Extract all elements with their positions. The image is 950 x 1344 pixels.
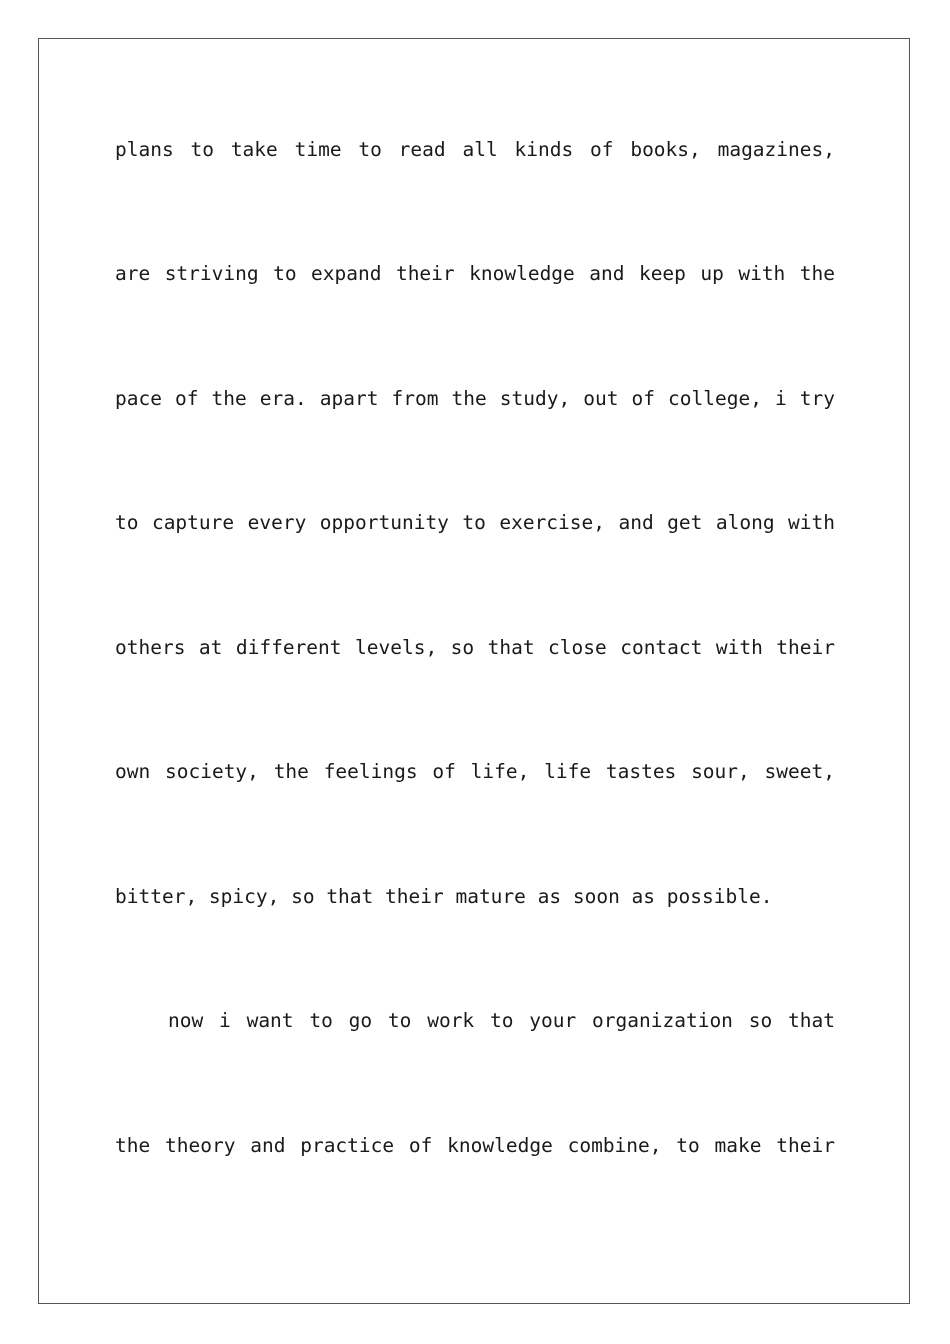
text-line: bitter, spicy, so that their mature as soon as possible. (115, 885, 773, 908)
page-frame (38, 38, 910, 1304)
text-line: now i want to go to work to your organization so that (168, 1009, 835, 1032)
text-line: plans to take time to read all kinds of books, magazines, (115, 138, 835, 161)
text-line: others at different levels, so that close contact with their (115, 636, 835, 659)
text-line: to capture every opportunity to exercise, and get along with (115, 511, 835, 534)
text-line: the theory and practice of knowledge combine, to make their (115, 1134, 835, 1157)
text-line: pace of the era. apart from the study, out of college, i try (115, 387, 835, 410)
text-line: are striving to expand their knowledge and keep up with the (115, 262, 835, 285)
text-line: own society, the feelings of life, life tastes sour, sweet, (115, 760, 835, 783)
